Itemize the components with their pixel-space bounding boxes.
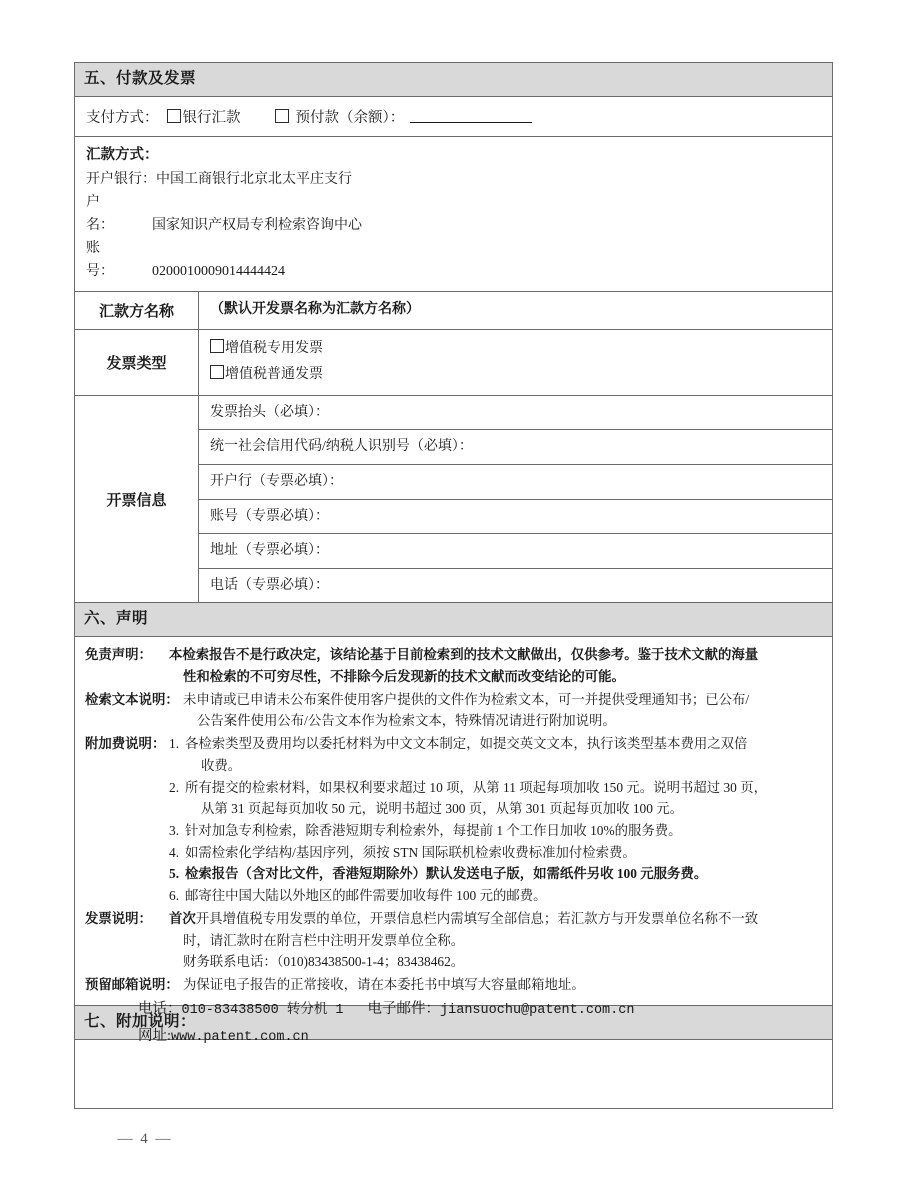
remittance-account-no-value: 0200010009014444424 xyxy=(152,264,285,280)
surcharge-item-number: 2. xyxy=(169,779,180,795)
section-payment-heading: 五、付款及发票 xyxy=(75,63,833,97)
section-statement-header-row xyxy=(75,603,833,637)
surcharge-item-number: 5. xyxy=(169,866,180,882)
surcharge-item-line1: 如需检索化学结构/基因序列，须按 STN 国际联机检索收费标准加付检索费。 xyxy=(185,844,636,860)
invoice-info-fields-cell xyxy=(199,395,833,603)
payer-name-label: 汇款方名称 xyxy=(75,292,199,329)
footer-phone-label: 电话： xyxy=(138,1001,182,1017)
invoice-note-label: 发票说明： xyxy=(85,910,152,926)
remittance-bank-line xyxy=(86,168,823,191)
remittance-account-no-label-1: 账 xyxy=(86,241,100,257)
invoice-type-row xyxy=(75,329,833,395)
footer-email-label: 电子邮件： xyxy=(367,1001,441,1017)
payer-name-value[interactable]: （默认开发票名称为汇款方名称） xyxy=(199,292,833,329)
surcharge-item-number: 1. xyxy=(169,736,180,752)
email-note-text xyxy=(183,974,822,996)
remittance-account-name-value: 国家知识产权局专利检索咨询中心 xyxy=(152,218,362,234)
footer-email-value[interactable]: jiansuochu@patent.com.cn xyxy=(440,1003,635,1018)
invoice-note-block xyxy=(85,908,822,973)
remittance-bank-label: 开户银行： xyxy=(86,171,156,187)
invoice-field-title[interactable]: 发票抬头（必填）： xyxy=(199,396,832,430)
invoice-field-row xyxy=(199,465,832,500)
surcharge-item-line2: 从第 31 页起每页加收 50 元，说明书超过 300 页，从第 301 页起每页加收 100 元。 xyxy=(201,801,684,817)
invoice-type-special-option[interactable] xyxy=(210,336,823,363)
surcharge-item-number: 3. xyxy=(169,823,180,838)
email-note-label: 预留邮箱说明： xyxy=(85,976,179,992)
invoice-info-fields-table xyxy=(199,396,832,603)
remittance-account-no-line xyxy=(86,237,823,283)
invoice-type-options xyxy=(199,329,833,395)
invoice-info-row xyxy=(75,395,833,603)
footer-web-value[interactable]: www.patent.com.cn xyxy=(171,1030,309,1046)
surcharge-item-number: 6. xyxy=(169,888,180,904)
invoice-field-row xyxy=(199,396,832,430)
checkbox-prepaid[interactable] xyxy=(275,109,289,123)
invoice-note-text xyxy=(169,908,822,973)
payment-option-bank-label: 银行汇款 xyxy=(182,109,241,126)
search-text-label: 检索文本说明： xyxy=(85,691,179,707)
surcharge-item xyxy=(169,863,822,885)
invoice-type-label: 发票类型 xyxy=(75,329,199,395)
section-statement-heading: 六、声明 xyxy=(75,603,833,637)
remittance-row xyxy=(75,136,833,291)
surcharge-item xyxy=(169,820,822,842)
footer-contact-block xyxy=(138,996,634,1051)
invoice-field-address[interactable]: 地址（专票必填）： xyxy=(199,534,832,569)
invoice-info-label: 开票信息 xyxy=(75,395,199,603)
payer-name-row xyxy=(75,292,833,329)
remittance-cell xyxy=(75,136,833,291)
invoice-field-row xyxy=(199,568,832,602)
surcharge-item-line1: 检索报告（含对比文件，香港短期除外）默认发送电子版，如需纸件另收 100 元服务费。 xyxy=(185,866,708,882)
surcharge-item-line1: 邮寄往中国大陆以外地区的邮件需要加收每件 100 元的邮费。 xyxy=(185,888,547,904)
checkbox-bank-transfer[interactable] xyxy=(167,109,181,123)
footer-phone-line xyxy=(138,996,634,1023)
surcharge-item-line1: 针对加急专利检索，除香港短期专利检索外，每提前 1 个工作日加收 10%的服务费。 xyxy=(185,823,682,838)
search-text-line-2: 公告案件使用公布/公告文本作为检索文本，特殊情况请进行附加说明。 xyxy=(197,713,616,729)
remittance-account-no-label-2: 号： xyxy=(86,264,114,280)
invoice-note-line-1 xyxy=(169,908,822,930)
remittance-account-name-label-1: 户 xyxy=(86,194,100,210)
remittance-account-name-label-2: 名： xyxy=(86,218,114,234)
statement-body-row xyxy=(75,637,833,1005)
surcharge-item xyxy=(169,777,822,820)
surcharge-item-number: 4. xyxy=(169,844,180,860)
remittance-title: 汇款方式： xyxy=(86,146,159,163)
surcharge-item xyxy=(169,885,822,907)
checkbox-vat-special[interactable] xyxy=(210,339,224,353)
checkbox-vat-general[interactable] xyxy=(210,365,224,379)
section-additional-heading: 七、附加说明： xyxy=(75,1005,833,1039)
page-number: — 4 — xyxy=(117,1131,173,1147)
invoice-field-row xyxy=(199,430,832,465)
surcharge-block xyxy=(85,733,822,907)
invoice-note-line-1-rest: 开具增值税专用发票的单位，开票信息栏内需填写全部信息；若汇款方与开发票单位名称不一致 xyxy=(195,910,759,926)
section-payment-header-row xyxy=(75,63,833,97)
prepaid-balance-input[interactable] xyxy=(410,109,532,123)
statement-body-cell xyxy=(75,637,833,1005)
remittance-bank-value: 中国工商银行北京北太平庄支行 xyxy=(156,171,352,187)
invoice-field-row xyxy=(199,534,832,569)
invoice-field-tax-id[interactable]: 统一社会信用代码/纳税人识别号（必填）： xyxy=(199,430,832,465)
disclaimer-line-1: 本检索报告不是行政决定，该结论基于目前检索到的技术文献做出，仅供参考。鉴于技术文献的海量 xyxy=(169,647,759,663)
search-text-block xyxy=(85,689,822,732)
surcharge-item xyxy=(169,842,822,864)
invoice-type-special-label: 增值税专用发票 xyxy=(225,340,323,356)
disclaimer-block xyxy=(85,644,822,687)
search-text-text xyxy=(183,689,822,732)
footer-phone-value: 010-83438500 转分机 1 xyxy=(181,1003,344,1018)
invoice-note-bold-prefix: 首次 xyxy=(169,910,196,926)
invoice-type-general-option[interactable] xyxy=(210,362,823,389)
email-note-line-1: 为保证电子报告的正常接收，请在本委托书中填写大容量邮箱地址。 xyxy=(183,976,585,992)
surcharge-label: 附加费说明： xyxy=(85,736,166,752)
invoice-field-bank[interactable]: 开户行（专票必填）： xyxy=(199,465,832,500)
surcharge-item xyxy=(169,733,822,776)
disclaimer-label: 免责声明： xyxy=(85,647,152,663)
footer-web-line xyxy=(138,1023,634,1050)
invoice-field-account[interactable]: 账号（专票必填）： xyxy=(199,499,832,534)
surcharge-item-line1: 所有提交的检索材料，如果权利要求超过 10 项，从第 11 项起每项加收 150 元。说明书超过 30 页， xyxy=(185,779,767,795)
payment-method-cell xyxy=(75,96,833,136)
email-note-block xyxy=(85,974,822,996)
footer-web-label: 网址: xyxy=(138,1028,172,1045)
remittance-account-name-line xyxy=(86,191,823,237)
disclaimer-line-2: 性和检索的不可穷尽性，不排除今后发现新的技术文献而改变结论的可能。 xyxy=(183,669,625,685)
invoice-field-row xyxy=(199,499,832,534)
main-form-table xyxy=(74,62,833,1109)
search-text-line-1: 未申请或已申请未公布案件使用客户提供的文件作为检索文本，可一并提供受理通知书；已公布/ xyxy=(183,691,750,707)
disclaimer-text xyxy=(169,644,822,687)
payment-method-label: 支付方式： xyxy=(86,109,159,126)
invoice-type-general-label: 增值税普通发票 xyxy=(225,367,323,383)
invoice-note-line-3: 财务联系电话：（010)83438500-1-4；83438462。 xyxy=(183,954,465,970)
surcharge-item-line2: 收费。 xyxy=(201,757,242,773)
payment-method-row xyxy=(75,96,833,136)
invoice-field-phone[interactable]: 电话（专票必填）： xyxy=(210,577,329,593)
surcharge-item-line1: 各检索类型及费用均以委托材料为中文文本制定，如提交英文文本，执行该类型基本费用之双倍 xyxy=(185,736,748,752)
payment-option-prepaid-label: 预付款（余额）： xyxy=(295,109,405,126)
surcharge-items xyxy=(169,733,822,907)
invoice-note-line-2: 时，请汇款时在附言栏中注明开发票单位全称。 xyxy=(183,932,465,948)
